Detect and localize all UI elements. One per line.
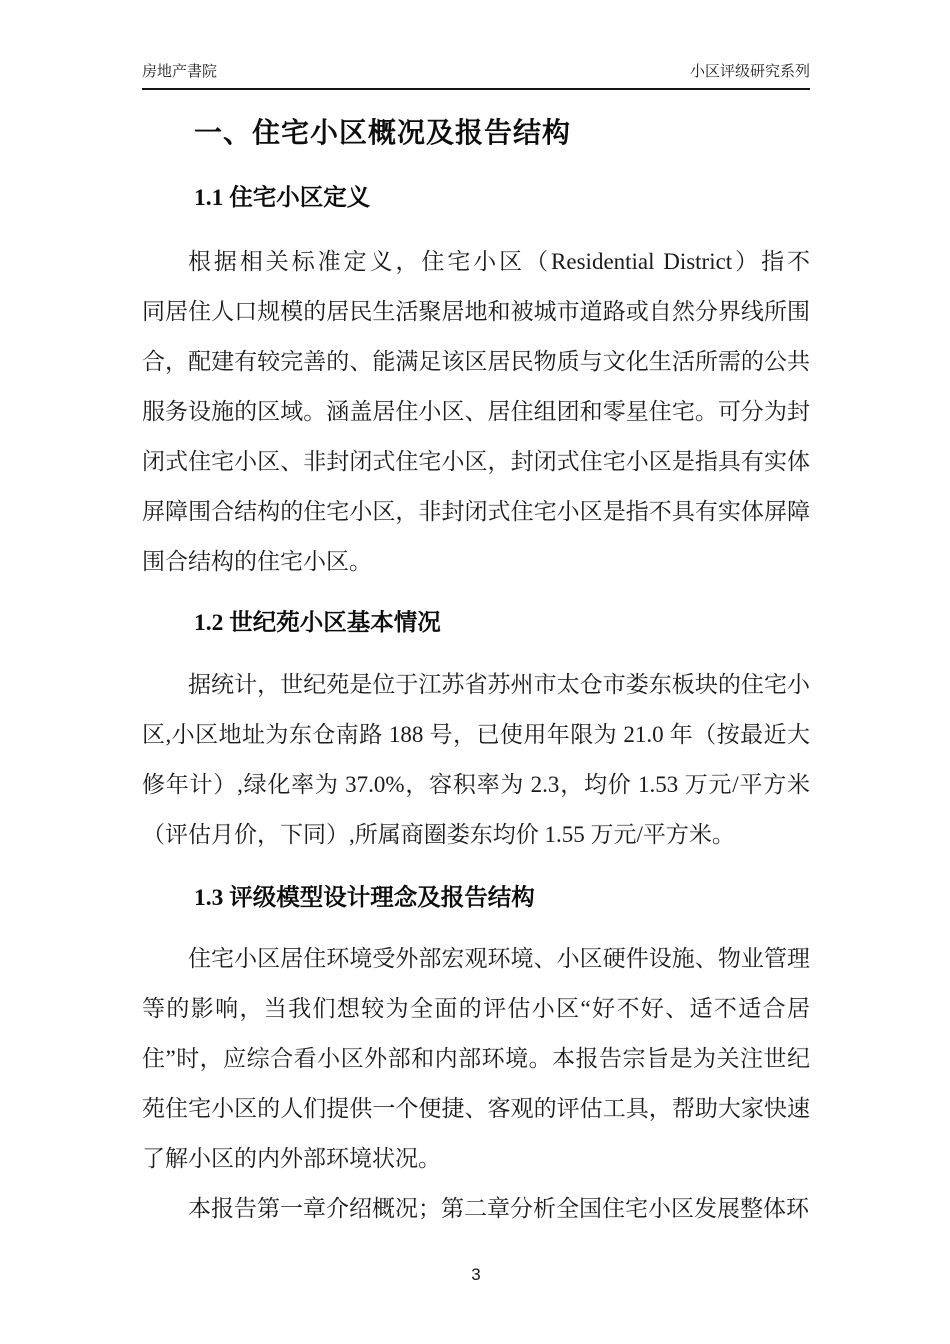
section-1-2-paragraph (142, 660, 810, 860)
text-line: 根据相关标准定义，住宅小区（Residential District）指不 (188, 248, 810, 274)
section-1-3-heading: 1.3 评级模型设计理念及报告结构 (194, 884, 535, 911)
section-1-3-paragraph-1 (142, 934, 810, 1184)
header-right-text: 小区评级研究系列 (689, 63, 810, 80)
text-line: 住宅小区居住环境受外部宏观环境、小区硬件设施、物业管理 (188, 945, 810, 971)
text-line: 合，配建有较完善的、能满足该区居民物质与文化生活所需的公共 (142, 348, 810, 374)
section-1-1 (142, 185, 810, 587)
section-1-1-paragraph (142, 237, 810, 587)
text-line: 修年计）,绿化率为 37.0%，容积率为 2.3，均价 1.53 万元/平方米 (142, 771, 810, 797)
text-line: （评估月价，下同）,所属商圈娄东均价 1.55 万元/平方米。 (142, 821, 735, 847)
text-line: 屏障围合结构的住宅小区，非封闭式住宅小区是指不具有实体屏障 (142, 498, 810, 524)
chapter-title: 一、住宅小区概况及报告结构 (194, 118, 572, 149)
text-line: 苑住宅小区的人们提供一个便捷、客观的评估工具，帮助大家快速 (142, 1095, 810, 1121)
text-line: 据统计，世纪苑是位于江苏省苏州市太仓市娄东板块的住宅小 (188, 671, 810, 697)
text-line: 同居住人口规模的居民生活聚居地和被城市道路或自然分界线所围 (142, 298, 810, 324)
text-line: 区,小区地址为东仓南路 188 号，已使用年限为 21.0 年（按最近大 (142, 721, 810, 747)
text-line: 住”时，应综合看小区外部和内部环境。本报告宗旨是为关注世纪 (142, 1045, 810, 1071)
running-header (142, 0, 810, 90)
section-1-3-paragraph-2 (142, 1184, 810, 1234)
section-1-2 (142, 610, 810, 860)
text-line: 了解小区的内外部环境状况。 (142, 1145, 441, 1171)
text-line: 等的影响，当我们想较为全面的评估小区“好不好、适不适合居 (142, 995, 810, 1021)
text-line: 围合结构的住宅小区。 (142, 548, 372, 574)
section-1-1-heading: 1.1 住宅小区定义 (194, 185, 371, 211)
header-left-text: 房地产書院 (142, 63, 218, 80)
text-line: 闭式住宅小区、非封闭式住宅小区，封闭式住宅小区是指具有实体 (142, 448, 810, 474)
section-1-2-heading: 1.2 世纪苑小区基本情况 (194, 609, 441, 636)
section-1-3 (142, 885, 810, 1234)
text-line: 本报告第一章介绍概况；第二章分析全国住宅小区发展整体环 (188, 1195, 809, 1221)
text-line: 服务设施的区域。涵盖居住小区、居住组团和零星住宅。可分为封 (142, 398, 810, 424)
content-column (142, 0, 810, 1285)
page-number: 3 (471, 1264, 481, 1284)
